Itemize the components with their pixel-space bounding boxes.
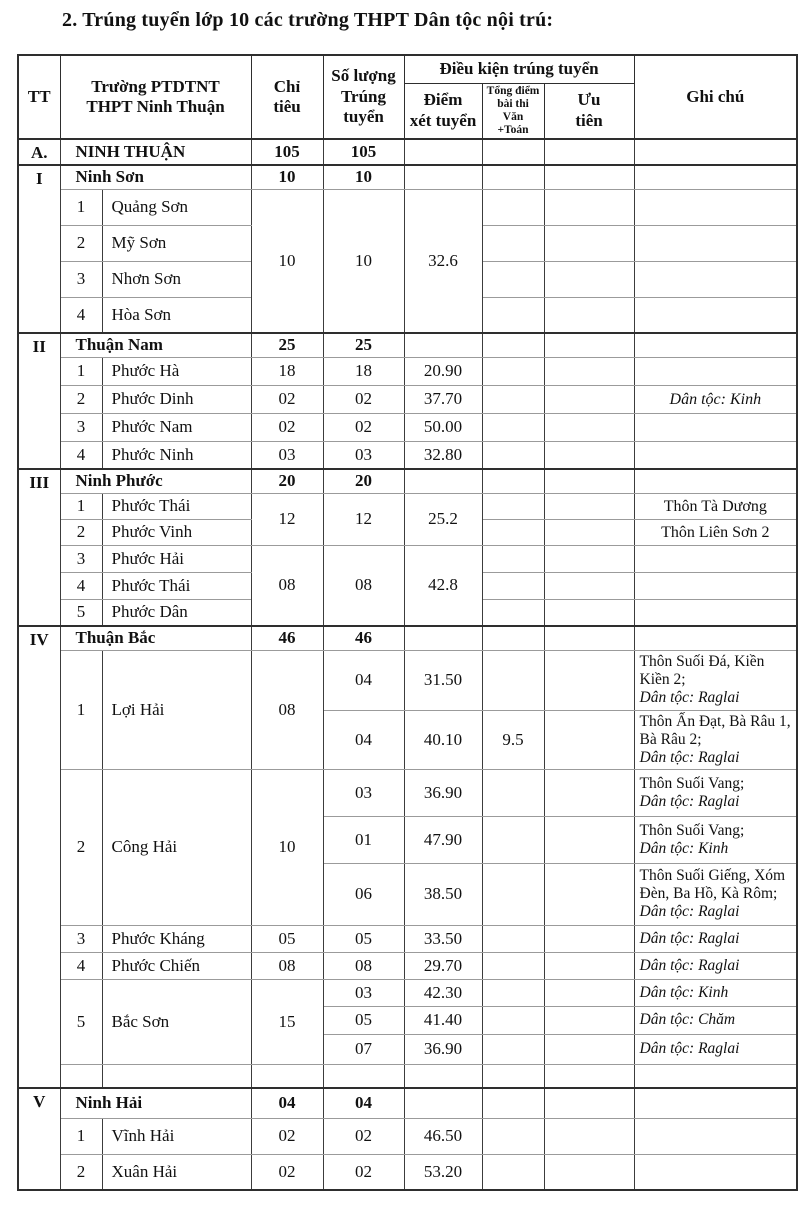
table-cell (482, 441, 544, 469)
table-cell: 08 (251, 545, 323, 626)
table-cell (634, 441, 797, 469)
table-cell: 02 (323, 385, 404, 413)
table-cell: Ninh Phước (60, 469, 251, 493)
table-cell: 42.30 (404, 979, 482, 1006)
table-cell (544, 769, 634, 816)
table-cell (544, 863, 634, 925)
table-cell: Thôn Tà Dương (634, 493, 797, 519)
table-cell: Dân tộc: Kinh (634, 385, 797, 413)
table-cell: 04 (323, 710, 404, 769)
table-cell (634, 261, 797, 297)
table-cell: 20.90 (404, 357, 482, 385)
table-cell (404, 1064, 482, 1088)
table-cell (544, 1154, 634, 1190)
table-cell (544, 189, 634, 225)
table-cell: Phước Vinh (102, 519, 251, 545)
section-row (18, 469, 797, 493)
table-cell (634, 626, 797, 650)
table-cell (482, 1034, 544, 1064)
table-cell: 03 (251, 441, 323, 469)
table-cell (544, 1118, 634, 1154)
table-cell: 25.2 (404, 493, 482, 545)
table-cell (482, 545, 544, 572)
table-cell: 08 (251, 650, 323, 769)
header-so-luong: Số lượng Trúng tuyển (323, 55, 404, 139)
table-cell (544, 1064, 634, 1088)
table-cell (482, 626, 544, 650)
table-cell: 1 (60, 357, 102, 385)
table-cell (544, 139, 634, 165)
header-tt: TT (18, 55, 60, 139)
section-row (18, 1088, 797, 1118)
page-title: 2. Trúng tuyển lớp 10 các trường THPT Dân tộc nội trú: (62, 9, 554, 31)
table-cell: 53.20 (404, 1154, 482, 1190)
table-cell: 38.50 (404, 863, 482, 925)
table-cell (323, 1064, 404, 1088)
table-cell: 105 (323, 139, 404, 165)
table-row (18, 979, 797, 1006)
table-cell (482, 979, 544, 1006)
table-cell: 04 (323, 1088, 404, 1118)
table-cell: 32.80 (404, 441, 482, 469)
table-cell: Dân tộc: Raglai (634, 1034, 797, 1064)
table-cell: II (18, 333, 60, 469)
table-cell (634, 1064, 797, 1088)
table-cell (404, 139, 482, 165)
table-cell (544, 357, 634, 385)
table-cell: 1 (60, 650, 102, 769)
table-cell: Xuân Hải (102, 1154, 251, 1190)
table-cell: 08 (323, 952, 404, 979)
table-cell (634, 333, 797, 357)
table-row (18, 1064, 797, 1088)
table-cell: Phước Nam (102, 413, 251, 441)
table-cell: NINH THUẬN (60, 139, 251, 165)
table-cell (544, 626, 634, 650)
table-row (18, 357, 797, 385)
table-cell (251, 1064, 323, 1088)
table-cell: 2 (60, 225, 102, 261)
table-cell: 32.6 (404, 189, 482, 333)
table-row (18, 952, 797, 979)
table-cell (482, 650, 544, 710)
table-cell: 05 (323, 1006, 404, 1034)
table-row (18, 413, 797, 441)
table-cell (634, 357, 797, 385)
table-cell (544, 333, 634, 357)
table-row (18, 441, 797, 469)
table-cell: 46 (251, 626, 323, 650)
table-cell: 3 (60, 545, 102, 572)
table-cell (482, 863, 544, 925)
table-cell (544, 545, 634, 572)
table-cell: Thuận Bắc (60, 626, 251, 650)
table-cell: 3 (60, 261, 102, 297)
table-cell: Hòa Sơn (102, 297, 251, 333)
table-cell: 04 (251, 1088, 323, 1118)
table-cell (404, 165, 482, 189)
table-cell: 05 (323, 925, 404, 952)
table-cell: 10 (251, 769, 323, 925)
table-cell: 29.70 (404, 952, 482, 979)
table-row (18, 925, 797, 952)
table-cell: Công Hải (102, 769, 251, 925)
table-cell: 2 (60, 385, 102, 413)
table-cell (544, 816, 634, 863)
table-cell (544, 599, 634, 626)
table-row (18, 385, 797, 413)
table-cell: Phước Hà (102, 357, 251, 385)
table-cell (482, 1006, 544, 1034)
table-cell: Ninh Sơn (60, 165, 251, 189)
table-cell (634, 1118, 797, 1154)
table-cell (544, 1088, 634, 1118)
table-cell: Bắc Sơn (102, 979, 251, 1064)
document-page (0, 9, 800, 1207)
table-cell (404, 1088, 482, 1118)
section-row (18, 626, 797, 650)
table-cell (102, 1064, 251, 1088)
table-row (18, 1154, 797, 1190)
table-cell: 105 (251, 139, 323, 165)
table-cell: 20 (323, 469, 404, 493)
header-uu-tien: Ưu tiên (544, 83, 634, 139)
table-cell: 02 (251, 413, 323, 441)
table-cell: 3 (60, 925, 102, 952)
table-cell: 18 (251, 357, 323, 385)
table-cell: 4 (60, 572, 102, 599)
table-cell: Phước Chiến (102, 952, 251, 979)
table-cell (634, 469, 797, 493)
table-cell: Dân tộc: Kinh (634, 979, 797, 1006)
table-cell: 10 (323, 165, 404, 189)
table-cell: 42.8 (404, 545, 482, 626)
table-cell (544, 1034, 634, 1064)
table-cell: 1 (60, 493, 102, 519)
table-cell: Dân tộc: Raglai (634, 925, 797, 952)
table-cell: 07 (323, 1034, 404, 1064)
table-cell (634, 297, 797, 333)
table-cell (482, 572, 544, 599)
table-cell (482, 1118, 544, 1154)
table-cell (544, 1006, 634, 1034)
table-cell: 5 (60, 599, 102, 626)
table-cell: Dân tộc: Chăm (634, 1006, 797, 1034)
table-cell (482, 297, 544, 333)
table-cell: 36.90 (404, 769, 482, 816)
table-cell: Phước Ninh (102, 441, 251, 469)
table-cell (544, 469, 634, 493)
table-cell (544, 493, 634, 519)
table-cell: 02 (323, 1118, 404, 1154)
header-diem-xet-tuyen: Điểm xét tuyển (404, 83, 482, 139)
table-cell: Phước Thái (102, 572, 251, 599)
table-cell: 15 (251, 979, 323, 1064)
table-cell: I (18, 165, 60, 333)
table-cell: 46 (323, 626, 404, 650)
table-cell (634, 572, 797, 599)
table-cell (544, 225, 634, 261)
table-cell: Thôn Suối Đá, Kiền Kiền 2; Dân tộc: Raglai (634, 650, 797, 710)
header-school: Trường PTDTNT THPT Ninh Thuận (60, 55, 251, 139)
table-cell: 4 (60, 297, 102, 333)
table-cell (544, 650, 634, 710)
table-cell (544, 952, 634, 979)
table-cell: 02 (251, 1154, 323, 1190)
table-cell (482, 1064, 544, 1088)
table-cell: 46.50 (404, 1118, 482, 1154)
admission-table (17, 54, 798, 1191)
table-cell: 47.90 (404, 816, 482, 863)
table-cell (634, 545, 797, 572)
table-cell (544, 710, 634, 769)
table-cell: Mỹ Sơn (102, 225, 251, 261)
section-row (18, 165, 797, 189)
table-cell (482, 333, 544, 357)
table-cell (634, 1154, 797, 1190)
header-tong-diem: Tổng điểm bài thi Văn +Toán (482, 83, 544, 139)
table-cell: Thôn Ấn Đạt, Bà Râu 1, Bà Râu 2; Dân tộc: Raglai (634, 710, 797, 769)
table-cell (634, 225, 797, 261)
table-cell: 02 (251, 385, 323, 413)
table-row (18, 189, 797, 225)
table-cell: 08 (251, 952, 323, 979)
table-cell (634, 165, 797, 189)
table-cell: 06 (323, 863, 404, 925)
table-cell: 18 (323, 357, 404, 385)
table-cell: 08 (323, 545, 404, 626)
table-cell (482, 493, 544, 519)
table-cell (544, 297, 634, 333)
table-cell: Thôn Suối Giếng, Xóm Đèn, Ba Hồ, Kà Rôm; Dân tộc: Raglai (634, 863, 797, 925)
header-row (18, 55, 797, 83)
table-cell (544, 441, 634, 469)
table-cell: Ninh Hải (60, 1088, 251, 1118)
table-cell: 31.50 (404, 650, 482, 710)
table-cell (544, 572, 634, 599)
table-cell (634, 189, 797, 225)
table-cell: 12 (251, 493, 323, 545)
table-cell: 2 (60, 1154, 102, 1190)
table-cell (404, 626, 482, 650)
table-cell: 03 (323, 769, 404, 816)
table-cell (482, 413, 544, 441)
table-cell: Quảng Sơn (102, 189, 251, 225)
table-cell: 04 (323, 650, 404, 710)
table-cell: 2 (60, 769, 102, 925)
table-cell: 02 (323, 413, 404, 441)
table-cell (482, 385, 544, 413)
table-cell: A. (18, 139, 60, 165)
table-cell: 2 (60, 519, 102, 545)
table-cell: 10 (251, 165, 323, 189)
table-cell: Phước Thái (102, 493, 251, 519)
table-cell: 1 (60, 189, 102, 225)
table-cell (482, 189, 544, 225)
table-cell: Phước Dinh (102, 385, 251, 413)
table-cell (544, 165, 634, 189)
table-row (18, 493, 797, 519)
table-cell (482, 261, 544, 297)
table-cell: Phước Dân (102, 599, 251, 626)
table-cell: 05 (251, 925, 323, 952)
table-cell (634, 139, 797, 165)
table-cell (544, 385, 634, 413)
table-cell: Nhơn Sơn (102, 261, 251, 297)
table-cell (60, 1064, 102, 1088)
table-cell (482, 952, 544, 979)
table-cell: 01 (323, 816, 404, 863)
table-cell: 1 (60, 1118, 102, 1154)
table-cell (482, 357, 544, 385)
table-cell (544, 413, 634, 441)
header-chi-tieu: Chỉ tiêu (251, 55, 323, 139)
table-cell: V (18, 1088, 60, 1190)
table-cell (482, 165, 544, 189)
table-cell: 03 (323, 441, 404, 469)
table-cell: Thôn Liên Sơn 2 (634, 519, 797, 545)
section-row (18, 139, 797, 165)
table-cell: 25 (323, 333, 404, 357)
table-cell (404, 469, 482, 493)
header-ghi-chu: Ghi chú (634, 55, 797, 139)
table-cell: Thuận Nam (60, 333, 251, 357)
table-cell: 50.00 (404, 413, 482, 441)
section-row (18, 333, 797, 357)
table-row (18, 650, 797, 710)
table-cell: Phước Kháng (102, 925, 251, 952)
header-dieu-kien: Điều kiện trúng tuyển (404, 55, 634, 83)
table-cell: 02 (251, 1118, 323, 1154)
table-cell: 20 (251, 469, 323, 493)
table-cell: 10 (251, 189, 323, 333)
table-cell: 5 (60, 979, 102, 1064)
table-cell (482, 769, 544, 816)
table-cell: 03 (323, 979, 404, 1006)
table-cell: 37.70 (404, 385, 482, 413)
table-cell: 36.90 (404, 1034, 482, 1064)
table-cell (544, 261, 634, 297)
table-cell (544, 979, 634, 1006)
table-row (18, 769, 797, 816)
table-cell: III (18, 469, 60, 626)
table-cell: Vĩnh Hải (102, 1118, 251, 1154)
table-cell: 10 (323, 189, 404, 333)
table-cell (482, 925, 544, 952)
table-cell (544, 925, 634, 952)
table-cell: 40.10 (404, 710, 482, 769)
table-cell: 3 (60, 413, 102, 441)
table-cell (482, 1088, 544, 1118)
table-cell: 4 (60, 441, 102, 469)
table-cell (482, 599, 544, 626)
table-cell: IV (18, 626, 60, 1088)
table-row (18, 545, 797, 572)
table-cell: Lợi Hải (102, 650, 251, 769)
table-cell: 25 (251, 333, 323, 357)
table-cell (482, 519, 544, 545)
table-cell (482, 469, 544, 493)
table-cell (482, 139, 544, 165)
table-cell (404, 333, 482, 357)
table-cell: 33.50 (404, 925, 482, 952)
table-cell (544, 519, 634, 545)
table-cell: 41.40 (404, 1006, 482, 1034)
table-cell: Thôn Suối Vang; Dân tộc: Kinh (634, 816, 797, 863)
table-cell (634, 599, 797, 626)
table-cell: 4 (60, 952, 102, 979)
table-cell: 12 (323, 493, 404, 545)
table-row (18, 1118, 797, 1154)
table-cell (482, 816, 544, 863)
table-cell: Dân tộc: Raglai (634, 952, 797, 979)
table-cell (634, 413, 797, 441)
table-cell (634, 1088, 797, 1118)
table-cell: 9.5 (482, 710, 544, 769)
table-cell: Thôn Suối Vang; Dân tộc: Raglai (634, 769, 797, 816)
table-cell: 02 (323, 1154, 404, 1190)
table-cell (482, 225, 544, 261)
table-cell: Phước Hải (102, 545, 251, 572)
table-cell (482, 1154, 544, 1190)
